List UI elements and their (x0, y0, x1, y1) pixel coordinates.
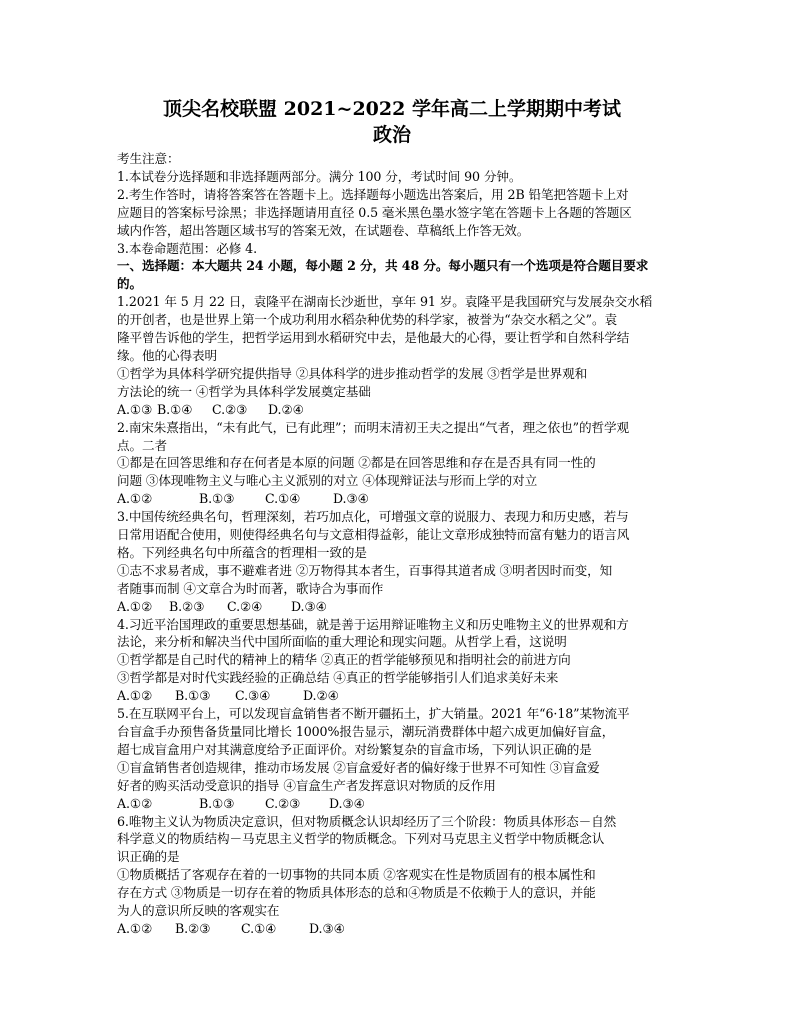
question-stem: 点。二者 (117, 437, 167, 453)
notice-line: 2.考生作答时，请将答案答在答题卡上。选择题每小题选出答案后，用 2B 铅笔把答题卡上对 (117, 186, 629, 202)
question-stem: 3.中国传统经典名句，哲理深刻，若巧加点化，可增强文章的说服力、表现力和历史感，若与 (117, 509, 629, 525)
question-5 (117, 705, 677, 812)
question-statement: 方法论的统一 ④哲学为具体科学发展奠定基础 (117, 383, 371, 399)
question-stem: 6.唯物主义认为物质决定意识，但对物质概念认识却经历了三个阶段：物质具体形态－自然 (117, 813, 617, 829)
option-d: D.③④ (309, 920, 345, 936)
question-statement: ①盲盒销售者创造规律，推动市场发展 ②盲盒爱好者的偏好缘于世界不可知性 ③盲盒爱 (117, 759, 600, 775)
option-b: B.②③ (169, 598, 205, 614)
exam-page (117, 96, 677, 938)
option-a: A.①② (117, 688, 153, 704)
question-options (117, 687, 677, 705)
option-d: D.②④ (268, 401, 304, 417)
option-b: B.①③ (199, 491, 235, 507)
question-6 (117, 813, 677, 938)
question-3 (117, 508, 677, 615)
option-b: B.①③ (199, 795, 235, 811)
question-statement: ①物质概括了客观存在着的一切事物的共同本质 ②客观实在性是物质固有的根本属性和 (117, 867, 596, 883)
question-stem: 隆平曾告诉他的学生，把哲学运用到水稻研究中去，是他最大的心得，要让哲学和自然科学结 (117, 330, 630, 346)
section-heading-line: 一、选择题：本大题共 24 小题，每小题 2 分，共 48 分。每小题只有一个选项是符合题目要求 (117, 258, 649, 274)
notice-heading: 考生注意： (117, 151, 180, 166)
question-statement: 问题 ③体现唯物主义与唯心主义派别的对立 ④体现辩证法与形而上学的对立 (117, 473, 538, 489)
option-a: A.①② (117, 491, 153, 507)
question-statement: 者随事而制 ④文章合为时而著，歌诗合为事而作 (117, 580, 384, 596)
question-stem: 5.在互联网平台上，可以发现盲盒销售者不断开疆拓土，扩大销量。2021 年“6·18”某物流平 (117, 706, 630, 722)
question-statement: ①哲学为具体科学研究提供指导 ②具体科学的进步推动哲学的发展 ③哲学是世界观和 (117, 365, 588, 381)
notice-line: 域内作答，超出答题区域书写的答案无效，在试题卷、草稿纸上作答无效。 (117, 222, 530, 238)
option-c: C.②③ (212, 401, 248, 417)
question-stem: 2.南宋朱熹指出，“未有此气，已有此理”；而明末清初王夫之提出“气者，理之依也”的哲学观 (117, 419, 629, 435)
option-b: B.①④ (157, 401, 193, 417)
question-options (117, 795, 677, 813)
option-c: C.②③ (265, 795, 301, 811)
question-options (117, 401, 677, 419)
option-a: A.①② (117, 598, 153, 614)
section-heading (117, 257, 677, 293)
question-options (117, 598, 677, 616)
section-heading-line: 的。 (117, 276, 142, 292)
question-stem: 4.习近平治国理政的重要思想基础，就是善于运用辩证唯物主义和历史唯物主义的世界观和方 (117, 616, 629, 632)
option-c: C.③④ (235, 688, 271, 704)
notice-line: 应题目的答案标号涂黑；非选择题请用直径 0.5 毫米黑色墨水签字笔在答题卡上各题的答题区 (117, 204, 632, 220)
question-stem: 识正确的是 (117, 849, 180, 865)
question-statement: ①都是在回答思维和存在何者是本原的问题 ②都是在回答思维和存在是否具有同一性的 (117, 455, 596, 471)
question-options (117, 490, 677, 508)
option-d: D.③④ (333, 491, 369, 507)
question-stem: 的开创者，也是世界上第一个成功利用水稻杂种优势的科学家，被誉为“杂交水稻之父”。袁 (117, 312, 617, 328)
option-a: A.①② (117, 795, 153, 811)
option-c: C.②④ (227, 598, 263, 614)
option-c: C.①④ (241, 920, 277, 936)
option-a: A.①② (117, 920, 153, 936)
option-b: B.①③ (175, 688, 211, 704)
question-stem: 法论，来分析和解决当代中国所面临的重大理论和现实问题。从哲学上看，这说明 (117, 634, 567, 650)
question-2 (117, 419, 677, 509)
question-statement: ①志不求易者成，事不避难者进 ②万物得其本者生，百事得其道者成 ③明者因时而变，知 (117, 562, 613, 578)
question-options (117, 920, 677, 938)
question-1 (117, 293, 677, 418)
question-stem: 1.2021 年 5 月 22 日，袁隆平在湖南长沙逝世，享年 91 岁。袁隆平是我国研究与发展杂交水稻 (117, 294, 653, 310)
question-4 (117, 616, 677, 706)
option-a: A.①③ (117, 401, 153, 417)
notice-block (117, 150, 677, 257)
question-statement: ①哲学都是自己时代的精神上的精华 ②真正的哲学能够预见和指明社会的前进方向 (117, 652, 571, 668)
question-statement: ③哲学都是对时代实践经验的正确总结 ④真正的哲学能够指引人们追求美好未来 (117, 670, 559, 686)
exam-title: 顶尖名校联盟 2021~2022 学年高二上学期期中考试 (163, 98, 621, 120)
question-statement: 为人的意识所反映的客观实在 (117, 903, 280, 919)
question-stem: 日常用语配合使用，则使得经典名句与文意相得益彰，能让文章形成独特而富有魅力的语言风 (117, 527, 630, 543)
question-statement: 存在方式 ③物质是一切存在着的物质具体形态的总和④物质是不依赖于人的意识，并能 (117, 885, 596, 901)
question-stem: 台盲盒手办预售备货量同比增长 1000%报告显示，潮玩消费群体中超六成更加偏好盲盒， (117, 724, 615, 739)
question-stem: 超七成盲盒用户对其满意度给予正面评价。对纷繁复杂的盲盒市场，下列认识正确的是 (117, 741, 592, 757)
option-d: D.②④ (303, 688, 339, 704)
option-b: B.②③ (175, 920, 211, 936)
exam-subject: 政治 (372, 124, 411, 146)
notice-line: 3.本卷命题范围：必修 4. (117, 240, 257, 256)
notice-line: 1.本试卷分选择题和非选择题两部分。满分 100 分，考试时间 90 分钟。 (117, 168, 522, 184)
option-d: D.③④ (291, 598, 327, 614)
question-stem: 科学意义的物质结构－马克思主义哲学的物质概念。下列对马克思主义哲学中物质概念认 (117, 831, 605, 847)
option-c: C.①④ (265, 491, 301, 507)
option-d: D.③④ (329, 795, 365, 811)
question-stem: 格。下列经典名句中所蕴含的哲理相一致的是 (117, 544, 367, 560)
question-stem: 缘。他的心得表明 (117, 347, 217, 363)
question-statement: 好者的购买活动受意识的指导 ④盲盒生产者发挥意识对物质的反作用 (117, 777, 496, 793)
